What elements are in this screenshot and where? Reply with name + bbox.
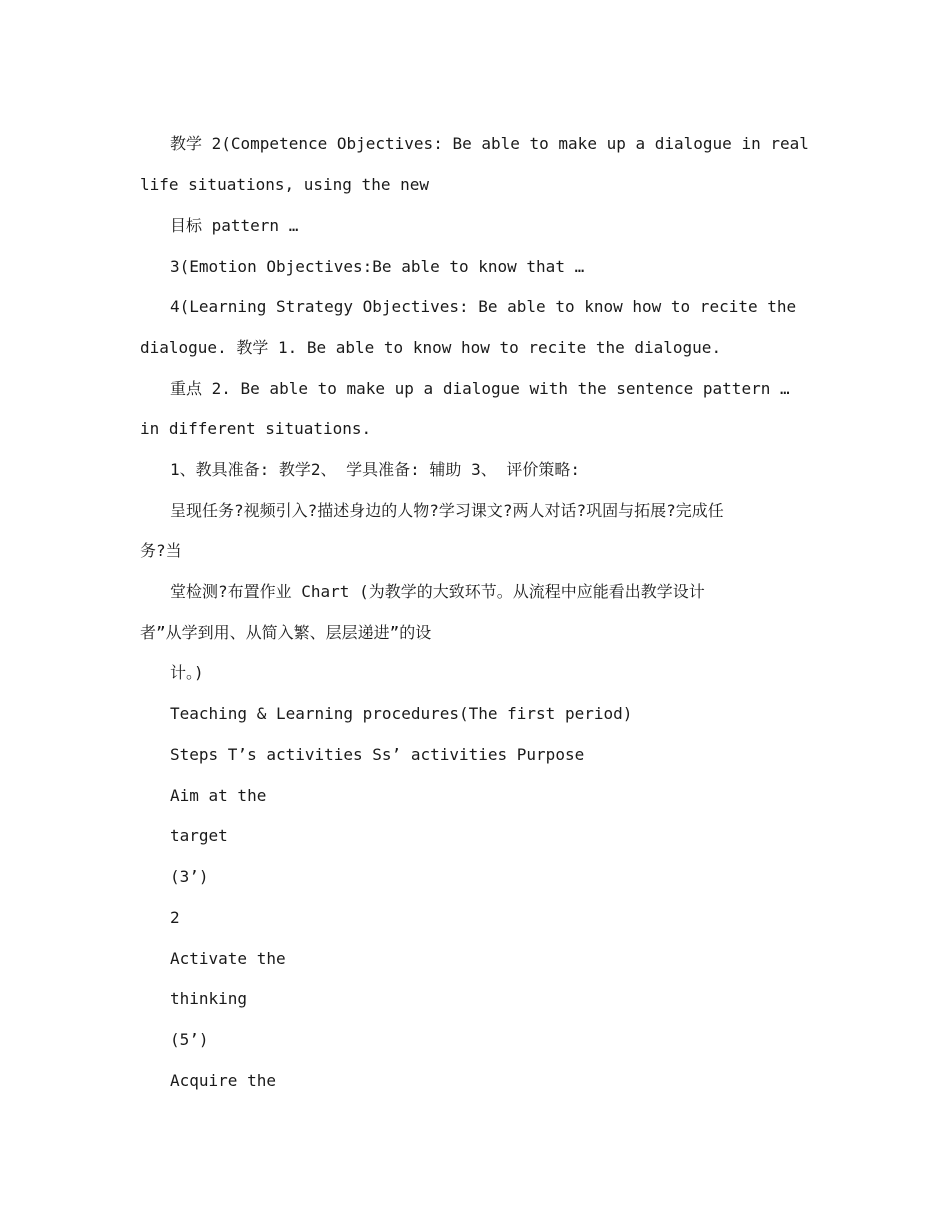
text-line: Teaching & Learning procedures(The first period) — [170, 704, 633, 723]
text-line: 4(Learning Strategy Objectives: Be able to know how to recite the — [170, 297, 797, 316]
text-line: 3(Emotion Objectives:Be able to know that … — [170, 257, 585, 276]
text-line: in different situations. — [140, 419, 372, 438]
text-line: thinking — [170, 989, 248, 1008]
text-line: 者”从学到用、从简入繁、层层递进”的设 — [140, 623, 432, 642]
text-line: 2 — [170, 908, 180, 927]
text-line: Aim at the — [170, 786, 267, 805]
text-line: dialogue. 教学 1. Be able to know how to recite the dialogue. — [140, 338, 722, 357]
text-line: Activate the — [170, 949, 286, 968]
text-line: 教学 2(Competence Objectives: Be able to make up a dialogue in real — [170, 134, 809, 153]
text-line: 呈现任务?视频引入?描述身边的人物?学习课文?两人对话?巩固与拓展?完成任 — [170, 501, 724, 520]
text-line: (5’) — [170, 1030, 209, 1049]
text-line: target — [170, 826, 228, 845]
text-line: Acquire the — [170, 1071, 276, 1090]
text-line: 重点 2. Be able to make up a dialogue with the sentence pattern … — [170, 379, 790, 398]
text-line: 务?当 — [140, 541, 182, 560]
text-line: 1、教具准备: 教学2、 学具准备: 辅助 3、 评价策略: — [170, 460, 580, 479]
text-line: Steps T’s activities Ss’ activities Purpose — [170, 745, 585, 764]
text-line: 目标 pattern … — [170, 216, 299, 235]
text-line: 堂检测?布置作业 Chart (为教学的大致环节。从流程中应能看出教学设计 — [170, 582, 705, 601]
text-line: (3’) — [170, 867, 209, 886]
text-line: life situations, using the new — [140, 175, 429, 194]
text-line: 计。) — [170, 663, 204, 682]
